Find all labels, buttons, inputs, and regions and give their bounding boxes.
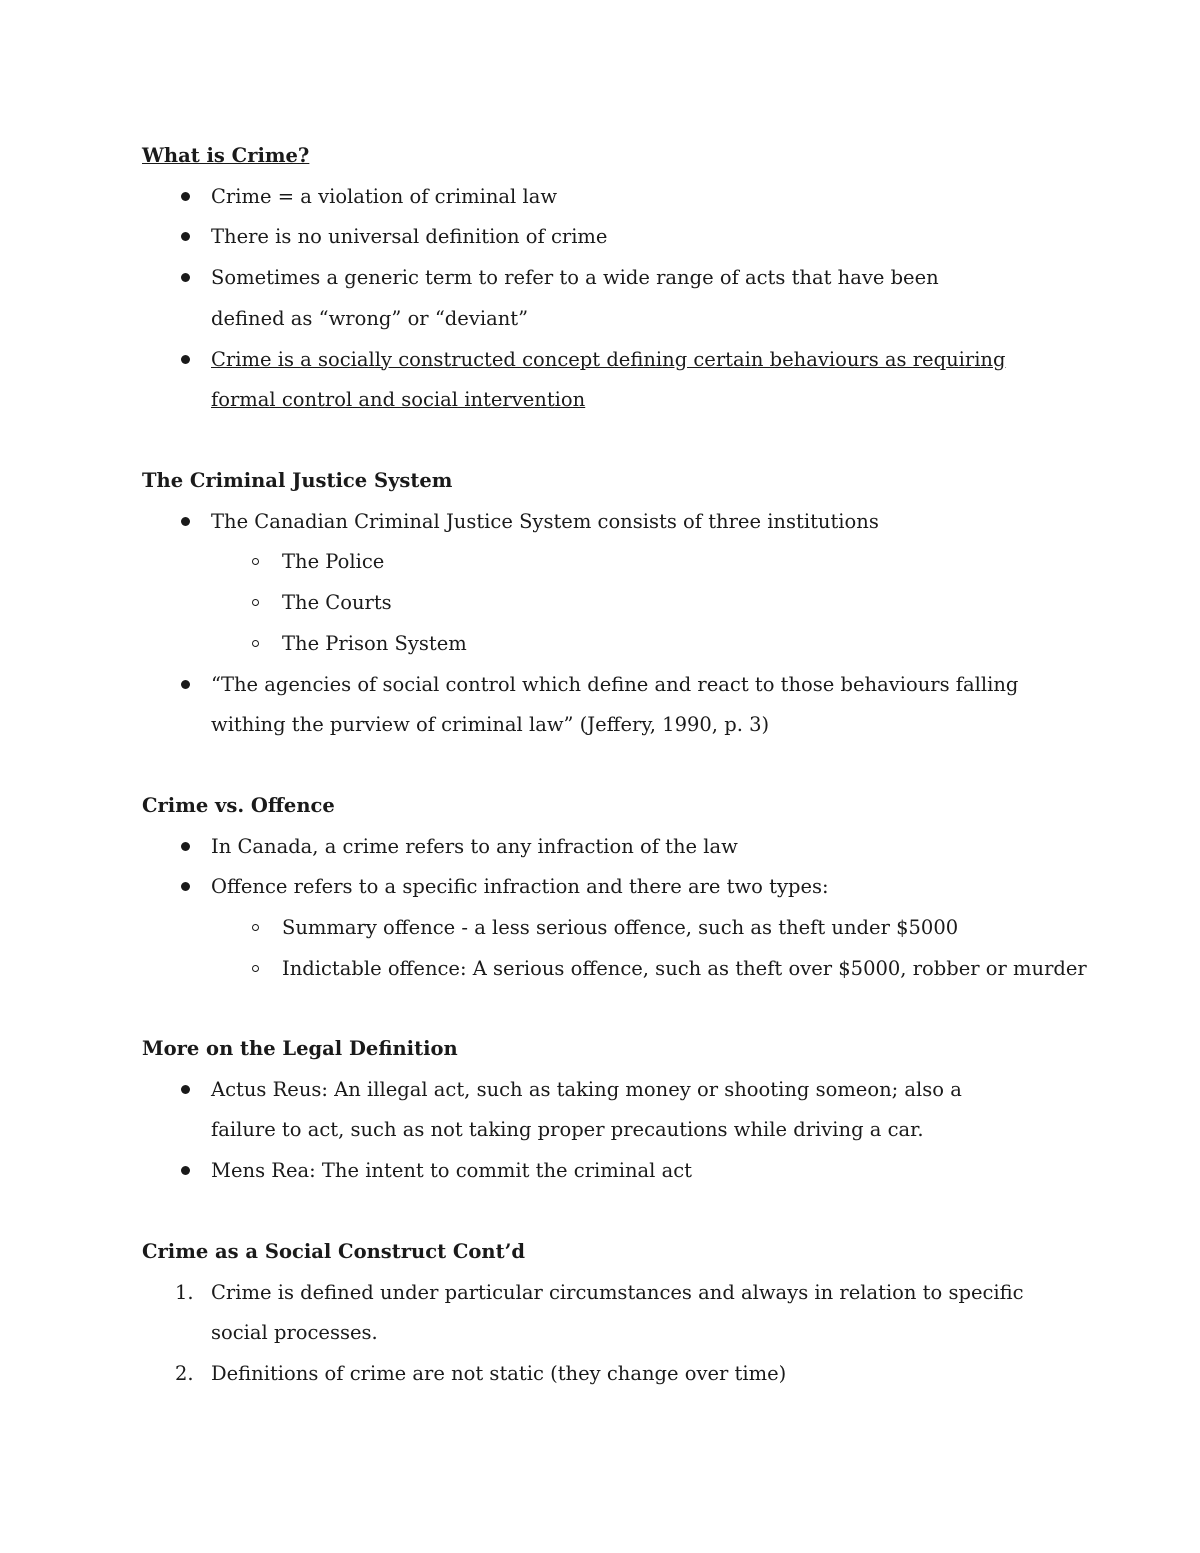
bullet-list bbox=[142, 1070, 1082, 1192]
sub-bullet-list bbox=[142, 542, 1082, 664]
sub-list-item bbox=[142, 624, 1082, 665]
item-number: 2. bbox=[175, 1362, 194, 1386]
list-item-text: Crime = a violation of criminal law bbox=[211, 184, 558, 208]
list-item-text: Offence refers to a specific infraction and there are two types: bbox=[211, 875, 829, 899]
sub-list-item-text: The Courts bbox=[282, 591, 392, 615]
list-item-text: Actus Reus: An illegal act, such as taking money or shooting someon; also a failure to act, such as not taking proper precautions while driving a car. bbox=[211, 1077, 962, 1142]
list-item bbox=[142, 665, 1071, 746]
section-what-is-crime bbox=[142, 136, 1082, 421]
sub-list-item bbox=[142, 542, 1082, 583]
sub-list-item bbox=[142, 949, 1087, 990]
list-item-text: Sometimes a generic term to refer to a wide range of acts that have been defined as “wrong” or “deviant” bbox=[211, 266, 939, 330]
list-item bbox=[142, 1151, 1082, 1192]
section-crime-vs-offence bbox=[142, 786, 1087, 990]
section-social-construct bbox=[142, 1232, 1082, 1395]
numbered-item bbox=[142, 1354, 1082, 1395]
list-item-text-underlined: Crime is a socially constructed concept defining certain behaviours as requiring formal control and social intervention bbox=[211, 347, 1006, 412]
sub-bullet-list bbox=[142, 908, 1087, 989]
bullet-list bbox=[142, 665, 1082, 746]
list-item bbox=[142, 502, 1082, 543]
list-item-text: In Canada, a crime refers to any infraction of the law bbox=[211, 834, 738, 858]
sub-list-item bbox=[142, 583, 1082, 624]
sub-list-item-text: The Prison System bbox=[282, 631, 467, 655]
bullet-list bbox=[142, 827, 1082, 908]
list-item bbox=[142, 1070, 1031, 1151]
numbered-item-text: Crime is defined under particular circumstances and always in relation to specific social processes. bbox=[211, 1280, 1024, 1345]
list-item bbox=[142, 867, 1082, 908]
heading-legal-definition: More on the Legal Definition bbox=[142, 1037, 458, 1060]
bullet-list bbox=[142, 177, 1082, 421]
sub-list-item-text: The Police bbox=[282, 550, 385, 574]
bullet-list bbox=[142, 502, 1082, 543]
list-item bbox=[142, 217, 1082, 258]
numbered-item-text: Definitions of crime are not static (they change over time) bbox=[211, 1362, 787, 1386]
list-item bbox=[142, 827, 1082, 868]
heading-social-construct: Crime as a Social Construct Cont’d bbox=[142, 1240, 526, 1263]
list-item-text: There is no universal definition of crime bbox=[211, 225, 608, 249]
section-criminal-justice-system bbox=[142, 461, 1082, 746]
sub-list-item-text: Indictable offence: A serious offence, such as theft over $5000, robber or murder bbox=[282, 956, 1087, 980]
list-item bbox=[142, 340, 1041, 421]
list-item-text: Mens Rea: The intent to commit the criminal act bbox=[211, 1159, 692, 1183]
numbered-item bbox=[142, 1273, 1051, 1354]
list-item bbox=[142, 177, 1082, 218]
sub-list-item-text: Summary offence - a less serious offence, such as theft under $5000 bbox=[282, 916, 959, 940]
list-item-text: The Canadian Criminal Justice System consists of three institutions bbox=[211, 509, 879, 533]
heading-criminal-justice-system: The Criminal Justice System bbox=[142, 469, 453, 492]
heading-what-is-crime: What is Crime? bbox=[142, 144, 310, 167]
sub-list-item bbox=[142, 908, 1082, 949]
list-item bbox=[142, 258, 1011, 339]
item-number: 1. bbox=[175, 1280, 194, 1304]
section-legal-definition bbox=[142, 1029, 1082, 1192]
numbered-list bbox=[142, 1273, 1082, 1395]
heading-crime-vs-offence: Crime vs. Offence bbox=[142, 794, 335, 817]
list-item-text: “The agencies of social control which define and react to those behaviours falling withing the purview of criminal law” (Jeffery, 1990, p. 3) bbox=[211, 672, 1019, 737]
